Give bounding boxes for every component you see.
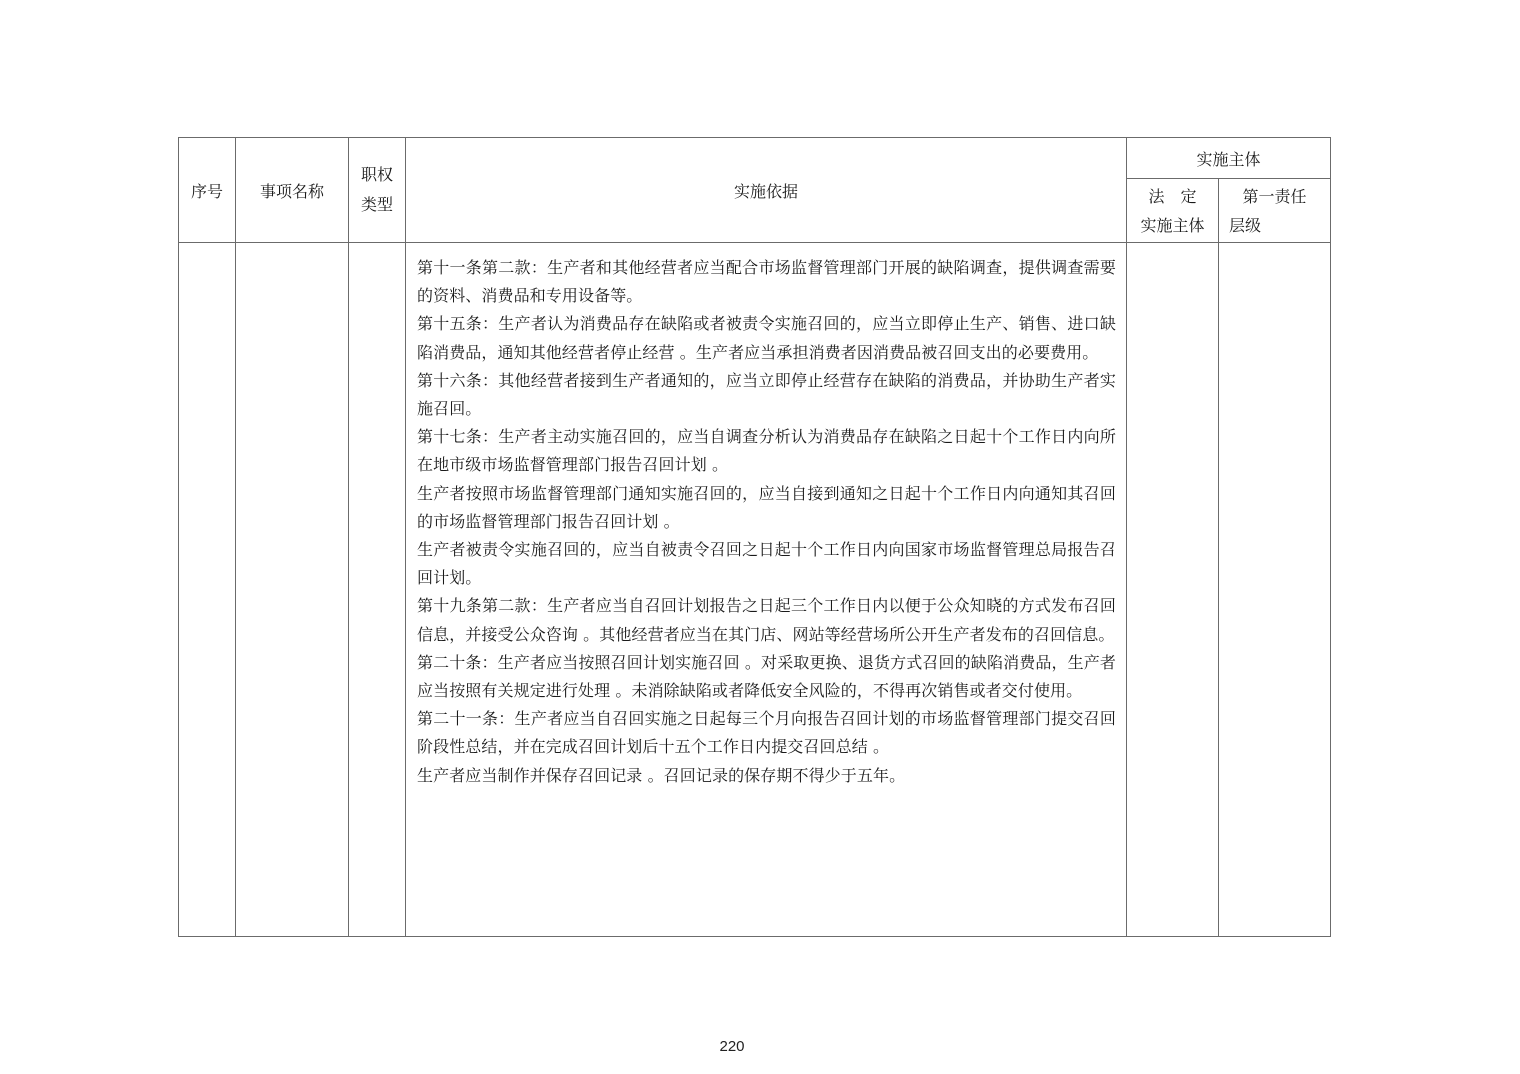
header-authority-type bbox=[349, 138, 406, 243]
cell-basis bbox=[406, 243, 1127, 937]
basis-paragraph: 第十七条：生产者主动实施召回的，应当自调查分析认为消费品存在缺陷之日起十个工作日内向所在地市级市场监督管理部门报告召回计划 。 bbox=[417, 427, 1116, 475]
basis-paragraph: 生产者被责令实施召回的，应当自被责令召回之日起十个工作日内向国家市场监督管理总局报告召回计划。 bbox=[417, 540, 1116, 588]
header-first-resp-line1: 第一责任 bbox=[1242, 186, 1307, 206]
basis-paragraph: 生产者按照市场监督管理部门通知实施召回的，应当自接到通知之日起十个工作日内向通知其召回的市场监督管理部门报告召回计划 。 bbox=[417, 483, 1116, 531]
header-authority-type-line2: 类型 bbox=[360, 195, 393, 214]
header-subject-group: 实施主体 bbox=[1127, 138, 1331, 179]
cell-item-name bbox=[236, 243, 349, 937]
header-legal-subject-line1: 法 定 bbox=[1148, 186, 1197, 206]
basis-paragraph: 第二十条：生产者应当按照召回计划实施召回 。对采取更换、退货方式召回的缺陷消费品，生产者应当按照有关规定进行处理 。未消除缺陷或者降低安全风险的，不得再次销售或者交付使用。 bbox=[417, 652, 1116, 701]
basis-paragraph: 第十五条：生产者认为消费品存在缺陷或者被责令实施召回的，应当立即停止生产、销售、进口缺陷消费品，通知其他经营者停止经营 。生产者应当承担消费者因消费品被召回支出的必要费用。 bbox=[417, 314, 1116, 362]
header-authority-type-line1: 职权 bbox=[360, 165, 393, 184]
header-first-resp-line2: 层级 bbox=[1229, 215, 1262, 235]
header-basis: 实施依据 bbox=[406, 138, 1127, 243]
cell-legal-subject bbox=[1127, 243, 1219, 937]
cell-authority-type bbox=[349, 243, 406, 937]
header-legal-subject bbox=[1127, 179, 1219, 243]
authority-list-table bbox=[178, 137, 1331, 937]
cell-first-resp-level bbox=[1219, 243, 1331, 937]
basis-paragraph: 生产者应当制作并保存召回记录 。召回记录的保存期不得少于五年。 bbox=[417, 765, 906, 785]
header-first-resp-level bbox=[1219, 179, 1331, 243]
table-header-row bbox=[179, 138, 1331, 179]
header-item-name: 事项名称 bbox=[236, 138, 349, 243]
page-number: 220 bbox=[719, 1038, 745, 1055]
table-row bbox=[179, 243, 1331, 937]
basis-paragraph: 第二十一条：生产者应当自召回实施之日起每三个月向报告召回计划的市场监督管理部门提交召回阶段性总结，并在完成召回计划后十五个工作日内提交召回总结 。 bbox=[417, 709, 1116, 757]
cell-seq bbox=[179, 243, 236, 937]
header-legal-subject-line2: 实施主体 bbox=[1140, 215, 1205, 235]
basis-paragraph: 第十六条：其他经营者接到生产者通知的，应当立即停止经营存在缺陷的消费品，并协助生产者实施召回。 bbox=[417, 370, 1116, 419]
basis-paragraph: 第十一条第二款：生产者和其他经营者应当配合市场监督管理部门开展的缺陷调查，提供调查需要的资料、消费品和专用设备等。 bbox=[417, 258, 1116, 306]
basis-paragraph: 第十九条第二款：生产者应当自召回计划报告之日起三个工作日内以便于公众知晓的方式发布召回信息，并接受公众咨询 。其他经营者应当在其门店、网站等经营场所公开生产者发布的召回信息。 bbox=[417, 596, 1116, 644]
header-seq: 序号 bbox=[179, 138, 236, 243]
